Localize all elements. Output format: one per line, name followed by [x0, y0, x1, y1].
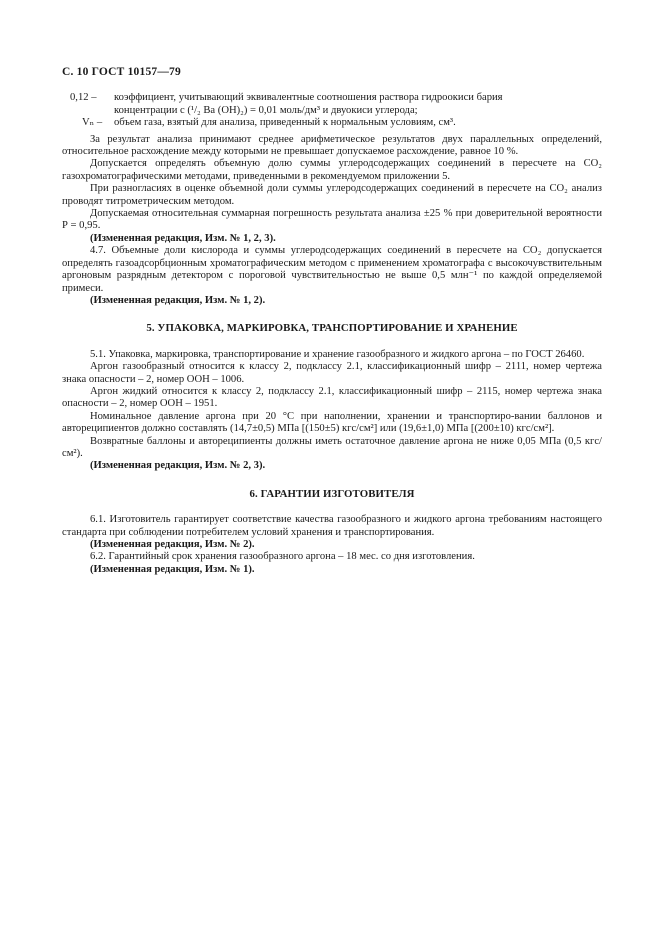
revision-note: (Измененная редакция, Изм. № 1, 2).: [90, 294, 266, 306]
paragraph: 5.1. Упаковка, маркировка, транспортирование и хранение газообразного и жидкого аргона – по ГОСТ 26460.: [90, 348, 585, 360]
definition-line: коэффициент, учитывающий эквивалентные соотношения раствора гидроокиси бария: [114, 92, 503, 104]
page-header: С. 10 ГОСТ 10157—79: [62, 66, 181, 78]
definition-row: [62, 92, 602, 117]
paragraph: Аргон газообразный относится к классу 2, подклассу 2.1, классификационный шифр – 2111, номер чертежа знака опасности – 2, номер ООН – 1006.: [62, 361, 602, 385]
revision-note: (Измененная редакция, Изм. № 2).: [90, 539, 255, 550]
definition-key: Vₙ –: [82, 117, 103, 129]
definition-row: [62, 117, 602, 129]
paragraph: Аргон жидкий относится к классу 2, подклассу 2.1, классификационный шифр – 2115, номер чертежа знака опасности – 2, номер ООН – 1951.: [62, 385, 602, 410]
paragraph: 6.1. Изготовитель гарантирует соответствие качества газообразного и жидкого аргона требованиям настоящего стандарта при соблюдении потребителем условий хранения и транспортирования.: [62, 514, 602, 538]
revision-note: (Измененная редакция, Изм. № 2, 3).: [90, 460, 266, 472]
document-page: [62, 66, 602, 576]
section-title: 6. ГАРАНТИИ ИЗГОТОВИТЕЛЯ: [249, 487, 415, 500]
definition-text: [114, 92, 602, 117]
definition-line: концентрации с (¹/₂ Ва (ОН)₂) = 0,01 моль/дм³ и двуокиси углерода;: [114, 104, 418, 116]
paragraph: Допускаемая относительная суммарная погрешность результата анализа ±25 % при доверительной вероятности Р = 0,95.: [62, 208, 602, 232]
definition-line: объем газа, взятый для анализа, приведенный к нормальным условиям, см³.: [114, 117, 456, 129]
revision-note: (Измененная редакция, Изм. № 1, 2, 3).: [90, 232, 276, 244]
paragraph: За результат анализа принимают среднее арифметическое результатов двух параллельных определений, относительное расхождение между которыми не превышает допускаемое расхождение, равное 10 %.: [62, 133, 602, 158]
section-title: 5. УПАКОВКА, МАРКИРОВКА, ТРАНСПОРТИРОВАНИЕ И ХРАНЕНИЕ: [146, 322, 518, 335]
paragraph: Номинальное давление аргона при 20 °С при наполнении, хранении и транспортиро-вании баллонов и автореципиентов должно составлять (14,7±0,5) МПа [(150±5) кгс/см²] или (19,6±1,0) МПа [(200±10) кгс/см²].: [62, 410, 602, 435]
paragraph: 6.2. Гарантийный срок хранения газообразного аргона – 18 мес. со дня изготовления.: [90, 551, 475, 563]
paragraph: При разногласиях в оценке объемной доли суммы углеродсодержащих соединений в пересчете на СО₂ анализ проводят титрометрическим методом.: [62, 183, 602, 207]
paragraph: 4.7. Объемные доли кислорода и суммы углеродсодержащих соединений в пересчете на СО₂ допускается определять газоадсорбционным хроматографическим методом с применением хроматографа с высокочувствительным аргоновым разрядным детектором с пороговой чувствительностью не выше 0,5 млн⁻¹ по каждой определяемой примеси.: [62, 245, 602, 294]
paragraph: Возвратные баллоны и автореципиенты должны иметь остаточное давление аргона не ниже 0,05 МПа (0,5 кгс/см²).: [62, 435, 602, 459]
definition-key: 0,12 –: [70, 92, 97, 104]
revision-note: (Измененная редакция, Изм. № 1).: [90, 563, 255, 575]
paragraph: Допускается определять объемную долю суммы углеродсодержащих соединений в пересчете на СО₂ газохроматографическими методами, приведенными в рекомендуемом приложении 5.: [62, 158, 602, 182]
definition-text: [114, 117, 602, 129]
